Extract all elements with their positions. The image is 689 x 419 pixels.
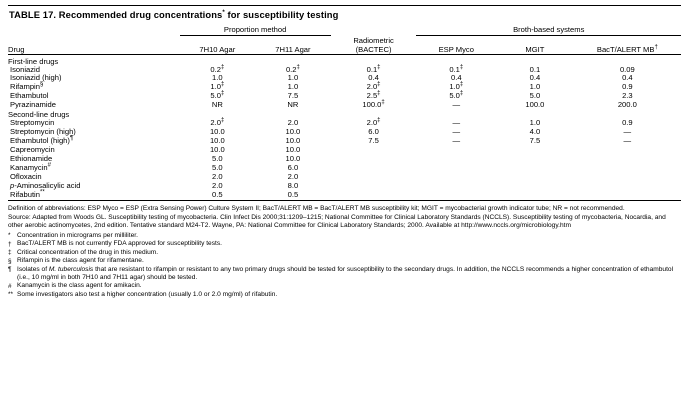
drug-name-cell: Ethambutol (high)¶ [10,135,74,146]
value-cell: 2.0 [212,180,223,190]
value-cell: 0.2‡ [285,63,300,74]
drug-name-cell: Streptomycin (high) [10,127,76,137]
top-rule [8,5,681,6]
value-cell: 10.0 [285,154,301,164]
value-cell: 100.0 [525,100,545,110]
section-header-row [8,57,681,66]
table-row [8,92,681,101]
table-row [8,119,681,128]
colhd-bact-alert-label: BacT/ALERT MB [596,44,655,54]
footnote-item [8,257,681,266]
footnote-text: Isolates of M. tuberculosis that are resistant to rifampin or resistant to any two primary drugs should be tested for susceptibility to the secondary drugs. In addition, the NCCLS recommends a higher concentration of ethambutol (i.e., 10 mg/ml in both 7H10 and 7H11 agar) should be tested. [17,265,674,281]
group-header-row [8,25,681,34]
drug-name-cell: Isoniazid [10,64,40,74]
table-row [8,173,681,182]
footnote-item [8,232,681,241]
title-tail: for susceptibility testing [224,9,339,20]
footnote-marker: § [8,257,12,265]
value-cell: 0.5 [287,189,299,199]
body-bottom-rule [8,200,681,201]
footnote-item [8,249,681,258]
colhd-radiometric-line1: Radiometric [353,35,394,45]
value-cell: 100.0‡ [362,99,385,110]
value-cell: 2.0‡ [366,81,381,92]
value-cell: 2.5‡ [366,90,381,101]
footnote-text: BacT/ALERT MB is not currently FDA approved for susceptibility tests. [17,240,222,248]
section-title: Second-line drugs [8,110,70,120]
value-cell: 0.2‡ [210,63,225,74]
value-cell: 10.0 [285,127,301,137]
value-cell [574,173,681,182]
value-cell [496,191,574,200]
drug-name-cell: Isoniazid (high) [10,73,62,83]
value-cell: — [623,127,632,137]
value-cell: NR [287,100,299,110]
source-note: Source: Adapted from Woods GL. Susceptibility testing of mycobacteria. Clin Infect Dis 2000;31:1209–1215; National Committee for Clinical Laboratory Standards (NCCLS). Susceptibility testing of mycobacteria, Nocardia, and other aerobic actinomycetes, 2nd edition. Tentative standard M24-T2. Wayne, PA: National Committee for Clinical Laboratory Standards; 2000. Available at http://www.nccls.org/microbiology.htm [8,213,666,230]
value-cell: 6.0 [368,127,379,137]
colhd-bact-alert-sup: † [654,43,658,50]
value-cell: 0.9 [622,118,633,128]
value-cell: 10.0 [209,136,225,146]
value-cell: 10.0 [209,145,225,155]
group-header-spacer [8,25,180,34]
footnote-marker: * [8,232,11,240]
colhd-bact-alert [574,36,681,55]
drug-name-cell: Streptomycin [10,118,55,128]
value-cell: 6.0 [287,163,299,173]
drug-name-cell: Capreomycin [10,145,55,155]
value-cell: 1.0 [529,82,541,92]
value-cell: 0.09 [619,64,635,74]
footnote-text: Critical concentration of the drug in this medium. [17,248,159,256]
footnote-text: Rifampin is the class agent for rifamentane. [17,257,144,265]
title-main: TABLE 17. Recommended drug concentrations [9,9,223,20]
value-cell [574,164,681,173]
value-cell: 2.3 [622,91,633,101]
value-cell [574,191,681,200]
value-cell: 0.1 [529,64,541,74]
colhd-7h11: 7H11 Agar [275,44,311,54]
value-cell: 1.0‡ [449,81,464,92]
value-cell: 10.0 [285,145,301,155]
value-cell: 5.0 [212,163,223,173]
drug-name-cell: Ofloxacin [10,171,42,181]
value-cell [331,182,417,191]
value-cell [331,164,417,173]
section-header-row [8,110,681,119]
page-title [9,9,681,20]
footnote-text: Kanamycin is the class agent for amikacin. [17,282,142,289]
footnote-text: Some investigators also test a higher concentration (usually 1.0 or 2.0 mg/ml) of rifabutin. [17,290,278,298]
value-cell: 1.0 [212,73,223,83]
value-cell: 5.0 [212,154,223,164]
value-cell: 1.0 [287,82,299,92]
value-cell: 1.0 [287,73,299,83]
colhd-radiometric-line2: (BACTEC) [355,44,392,54]
table-row [8,101,681,110]
value-cell [416,191,496,200]
table-footnotes [8,205,681,299]
footnote-item [8,282,681,291]
value-cell [496,164,574,173]
value-cell: 0.9 [622,82,633,92]
drug-name-cell: Pyrazinamide [10,100,57,110]
value-cell [331,191,417,200]
drug-name-cell: Rifabutin** [10,189,45,199]
value-cell: 0.4 [529,73,541,83]
table-body [8,57,681,200]
value-cell: 0.4 [450,73,462,83]
value-cell [331,155,417,164]
drug-name-cell: Ethionamide [10,154,53,164]
footnote-marker: ¶ [8,266,12,274]
footnote-text: Concentration in micrograms per milliliter. [17,231,138,239]
value-cell [416,164,496,173]
value-cell [416,155,496,164]
value-cell: 7.5 [368,136,379,146]
group-header-gap [331,25,417,34]
group-header-proportion: Proportion method [223,25,287,34]
value-cell: 10.0 [209,127,225,137]
table-row [8,146,681,155]
value-cell: — [452,118,461,128]
footnote-item [8,266,681,282]
table-row [8,182,681,191]
value-cell: NR [211,100,223,110]
value-cell: 7.5 [287,91,299,101]
table-row [8,164,681,173]
footnote-list [8,232,681,299]
colhd-drug: Drug [8,44,25,54]
colhd-radiometric [331,36,417,55]
value-cell [574,146,681,155]
value-cell: 2.0‡ [210,117,225,128]
value-cell: 4.0 [529,127,541,137]
value-cell: 5.0 [529,91,541,101]
title-superscript: * [222,9,225,16]
value-cell [416,173,496,182]
value-cell [496,173,574,182]
value-cell [496,146,574,155]
footnote-marker: ‡ [8,249,12,257]
table-row [8,137,681,146]
table-row [8,74,681,83]
value-cell: 5.0‡ [210,90,225,101]
value-cell [416,182,496,191]
drug-name-cell: Kanamycin# [10,162,51,173]
drug-name-cell: Rifampin§ [10,81,44,92]
value-cell [574,155,681,164]
value-cell [331,146,417,155]
value-cell: — [623,136,632,146]
drug-name-cell: Ethambutol [10,91,49,101]
drug-concentration-table [8,25,681,200]
value-cell: 0.4 [622,73,633,83]
value-cell: — [452,136,461,146]
value-cell: 2.0‡ [366,117,381,128]
table-row [8,191,681,200]
value-cell [496,182,574,191]
colhd-7h10: 7H10 Agar [199,44,236,54]
table-row [8,66,681,75]
value-cell: 0.5 [212,189,223,199]
value-cell: 8.0 [287,180,299,190]
footnote-marker: # [8,282,12,290]
section-title: First-line drugs [8,56,59,66]
value-cell: 0.1‡ [366,63,381,74]
group-header-broth: Broth-based systems [513,25,585,34]
value-cell [416,146,496,155]
value-cell: 7.5 [529,136,541,146]
table-row [8,83,681,92]
value-cell: 1.0 [529,118,541,128]
column-header-row [8,36,681,55]
value-cell: 10.0 [285,136,301,146]
footnote-item [8,291,681,300]
footnote-marker: † [8,240,12,248]
colhd-esp-myco: ESP Myco [438,44,474,54]
value-cell: 0.1‡ [449,63,464,74]
value-cell: — [452,100,461,110]
drug-name-cell: p-Aminosalicylic acid [10,180,81,190]
value-cell: 0.4 [368,73,379,83]
value-cell: 200.0 [617,100,637,110]
value-cell: 2.0 [212,171,223,181]
value-cell [496,155,574,164]
value-cell: — [452,127,461,137]
definitions-note: Definition of abbreviations: ESP Myco = ESP (Extra Sensing Power) Culture System II; BacT/ALERT MB = BacT/ALERT MB susceptibility kit; MGIT = mycobacterial growth indicator tube; NR = not recommended. [8,204,625,212]
footnote-item [8,240,681,249]
value-cell: 2.0 [287,118,299,128]
footnote-marker: ** [8,291,13,298]
value-cell: 2.0 [287,171,299,181]
table-row [8,155,681,164]
value-cell [574,182,681,191]
value-cell: 1.0‡ [210,81,225,92]
table-row [8,128,681,137]
value-cell: 5.0‡ [449,90,464,101]
value-cell [331,173,417,182]
colhd-mgit: MGIT [525,44,545,54]
